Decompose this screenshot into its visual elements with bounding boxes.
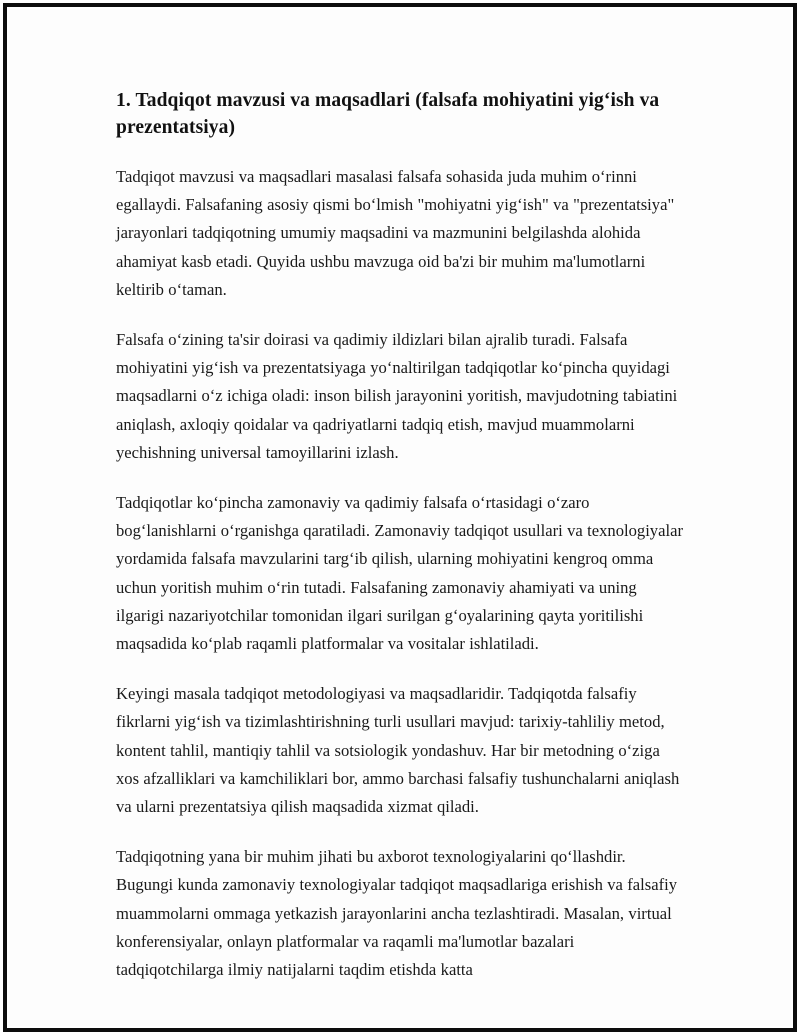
page-inner-margin — [7, 7, 793, 1028]
body-paragraph: Tadqiqotlar ko‘pincha zamonaviy va qadimiy falsafa o‘rtasidagi o‘zaro bog‘lanishlarni o‘rganishga qaratiladi. Zamonaviy tadqiqot usullari va texnologiyalar yordamida falsafa mavzularini targ‘ib qilish, ularning mohiyatini kengroq omma uchun yoritish muhim o‘rin tutadi. Falsafaning zamonaviy ahamiyati va uning ilgarigi nazariyotchilar tomonidan ilgari surilgan g‘oyalarining qayta yoritilishi maqsadida ko‘plab raqamli platformalar va vositalar ishlatiladi. — [116, 493, 683, 654]
body-paragraph: Tadqiqot mavzusi va maqsadlari masalasi falsafa sohasida juda muhim o‘rinni egallaydi. Falsafaning asosiy qismi bo‘lmish "mohiyatni yig‘ish" va "prezentatsiya" jarayonlari tadqiqotning umumiy maqsadini va mazmunini belgilashda alohida ahamiyat kasb etadi. Quyida ushbu mavzuga oid ba'zi bir muhim ma'lumotlarni keltirib o‘taman. — [116, 167, 675, 299]
body-paragraph: Keyingi masala tadqiqot metodologiyasi va maqsadlaridir. Tadqiqotda falsafiy fikrlarni yig‘ish va tizimlashtirishning turli usullari mavjud: tarixiy-tahliliy metod, kontent tahlil, mantiqiy tahlil va sotsiologik yondashuv. Har bir metodning o‘ziga xos afzalliklari va kamchiliklari bor, ammo barchasi falsafiy tushunchalarni aniqlash va ularni prezentatsiya qilish maqsadida xizmat qiladi. — [116, 684, 680, 817]
body-paragraph: Falsafa o‘zining ta'sir doirasi va qadimiy ildizlari bilan ajralib turadi. Falsafa mohiyatini yig‘ish va prezentatsiyaga yo‘naltirilgan tadqiqotlar ko‘pincha quyidagi maqsadlarni o‘z ichiga oladi: inson bilish jarayonini yoritish, mavjudotning tabiatini aniqlash, axloqiy qoidalar va qadriyatlarni tadqiq etish, mavjud muammolarni yechishning universal tamoyillarini izlash. — [116, 330, 678, 462]
body-paragraph: Tadqiqotning yana bir muhim jihati bu axborot texnologiyalarini qo‘llashdir. Bugungi kunda zamonaviy texnologiyalar tadqiqot maqsadlariga erishish va falsafiy muammolarni ommaga yetkazish jarayonlarini ancha tezlashtiradi. Masalan, virtual konferensiyalar, onlayn platformalar va raqamli ma'lumotlar bazalari tadqiqotchilarga ilmiy natijalarni taqdim etishda katta — [116, 847, 678, 980]
document-page — [9, 9, 791, 1026]
page-title: 1. Tadqiqot mavzusi va maqsadlari (falsafa mohiyatini yig‘ish va prezentatsiya) — [116, 90, 660, 138]
page-border — [3, 3, 797, 1032]
